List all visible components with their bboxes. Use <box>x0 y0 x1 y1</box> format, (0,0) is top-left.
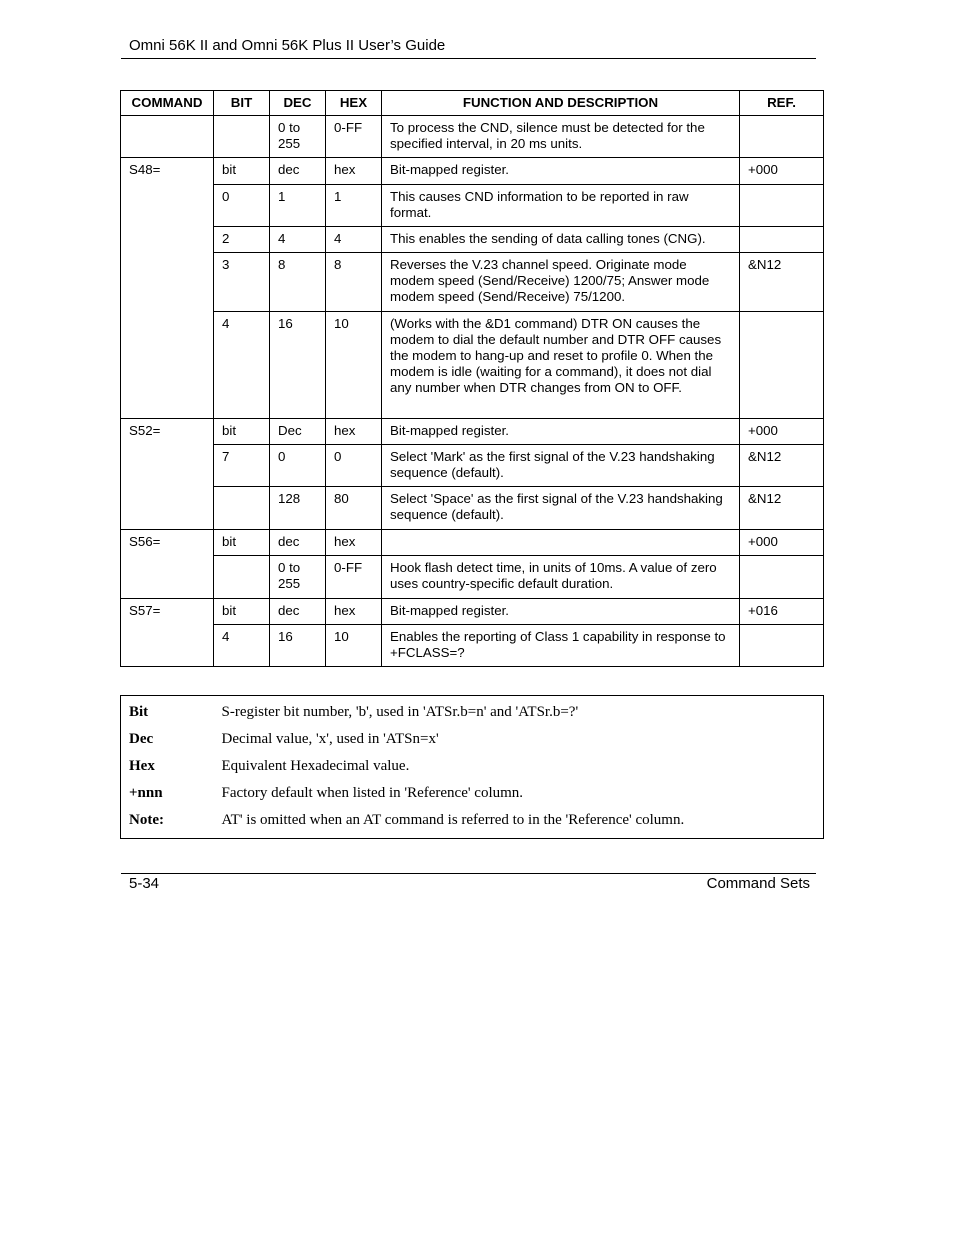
page-number: 5-34 <box>129 875 160 892</box>
legend-definition: Decimal value, 'x', used in 'ATSn=x' <box>221 731 439 747</box>
dec-cell: 8 <box>270 253 326 312</box>
bit-cell: 2 <box>214 227 270 253</box>
ref-cell: +000 <box>740 530 824 556</box>
description-cell: Bit-mapped register. <box>382 419 740 445</box>
page-header-title: Omni 56K II and Omni 56K Plus II User’s Guide <box>129 37 446 54</box>
command-cell <box>121 116 214 158</box>
table-row <box>121 253 824 312</box>
description-cell: This causes CND information to be reported in raw format. <box>382 185 740 227</box>
legend-row <box>121 753 824 780</box>
column-header-command: COMMAND <box>121 91 214 116</box>
ref-cell <box>740 116 824 158</box>
dec-cell: dec <box>270 530 326 556</box>
bit-cell <box>214 487 270 530</box>
footer-divider <box>121 873 816 874</box>
description-cell: Bit-mapped register. <box>382 158 740 185</box>
description-cell <box>382 530 740 556</box>
bit-cell: bit <box>214 158 270 185</box>
table-row <box>121 625 824 667</box>
hex-cell: 10 <box>326 625 382 667</box>
ref-cell <box>740 227 824 253</box>
legend-definition: S-register bit number, 'b', used in 'ATSr.b=n' and 'ATSr.b=?' <box>221 704 579 720</box>
legend-term: Bit <box>129 704 149 720</box>
header-divider <box>121 58 816 59</box>
command-cell-s56: S56= <box>121 530 214 599</box>
dec-cell: dec <box>270 158 326 185</box>
dec-cell: 16 <box>270 625 326 667</box>
ref-cell: &N12 <box>740 253 824 312</box>
description-cell: Reverses the V.23 channel speed. Originate mode modem speed (Send/Receive) 1200/75; Answer mode modem speed (Send/Receive) 75/1200. <box>382 253 740 312</box>
ref-cell <box>740 556 824 599</box>
table-row <box>121 419 824 445</box>
ref-cell: &N12 <box>740 445 824 487</box>
dec-cell: 0 <box>270 445 326 487</box>
hex-cell: hex <box>326 599 382 625</box>
legend-term: Dec <box>129 731 154 747</box>
ref-cell: +000 <box>740 158 824 185</box>
dec-cell: 128 <box>270 487 326 530</box>
dec-cell: 1 <box>270 185 326 227</box>
table-row <box>121 227 824 253</box>
bit-cell: 0 <box>214 185 270 227</box>
column-header-hex: HEX <box>326 91 382 116</box>
dec-cell: 16 <box>270 312 326 419</box>
legend-table <box>120 695 824 839</box>
ref-cell <box>740 625 824 667</box>
dec-cell: Dec <box>270 419 326 445</box>
dec-cell: dec <box>270 599 326 625</box>
legend-row <box>121 780 824 807</box>
description-cell: (Works with the &D1 command) DTR ON causes the modem to dial the default number and DTR OFF causes the modem to hang-up and reset to profile 0. When the modem is idle (waiting for a command), it does not dial any number when DTR changes from ON to OFF. <box>382 312 740 419</box>
dec-cell: 0 to 255 <box>270 556 326 599</box>
hex-cell: 1 <box>326 185 382 227</box>
column-header-bit: BIT <box>214 91 270 116</box>
ref-cell: +000 <box>740 419 824 445</box>
table-row <box>121 599 824 625</box>
command-cell-s57: S57= <box>121 599 214 667</box>
bit-cell: bit <box>214 419 270 445</box>
hex-cell: 0-FF <box>326 116 382 158</box>
hex-cell: hex <box>326 419 382 445</box>
bit-cell: bit <box>214 599 270 625</box>
bit-cell: bit <box>214 530 270 556</box>
ref-cell <box>740 185 824 227</box>
section-name: Command Sets <box>706 875 810 892</box>
dec-cell: 4 <box>270 227 326 253</box>
hex-cell: 10 <box>326 312 382 419</box>
legend-row <box>121 726 824 753</box>
legend-row <box>121 696 824 727</box>
description-cell: Hook flash detect time, in units of 10ms. A value of zero uses country-specific default duration. <box>382 556 740 599</box>
table-row <box>121 185 824 227</box>
hex-cell: hex <box>326 158 382 185</box>
table-row <box>121 312 824 419</box>
hex-cell: hex <box>326 530 382 556</box>
table-row <box>121 530 824 556</box>
table-row <box>121 116 824 158</box>
legend-definition: Equivalent Hexadecimal value. <box>221 758 410 774</box>
hex-cell: 4 <box>326 227 382 253</box>
description-cell: Enables the reporting of Class 1 capability in response to +FCLASS=? <box>382 625 740 667</box>
command-cell-s48: S48= <box>121 158 214 419</box>
command-table <box>120 90 824 667</box>
hex-cell: 0-FF <box>326 556 382 599</box>
table-row <box>121 556 824 599</box>
ref-cell <box>740 312 824 419</box>
legend-definition: AT' is omitted when an AT command is referred to in the 'Reference' column. <box>221 812 685 828</box>
hex-cell: 0 <box>326 445 382 487</box>
hex-cell: 80 <box>326 487 382 530</box>
column-header-ref: REF. <box>740 91 824 116</box>
legend-term: Hex <box>129 758 155 774</box>
bit-cell: 4 <box>214 625 270 667</box>
bit-cell: 4 <box>214 312 270 419</box>
description-cell: Bit-mapped register. <box>382 599 740 625</box>
column-header-dec: DEC <box>270 91 326 116</box>
legend-term: +nnn <box>129 785 163 801</box>
bit-cell <box>214 116 270 158</box>
column-header-description: FUNCTION AND DESCRIPTION <box>382 91 740 116</box>
table-row <box>121 445 824 487</box>
hex-cell: 8 <box>326 253 382 312</box>
table-header-row <box>121 91 824 116</box>
legend-row <box>121 807 824 839</box>
ref-cell: &N12 <box>740 487 824 530</box>
bit-cell: 3 <box>214 253 270 312</box>
legend-term: Note: <box>129 812 164 828</box>
description-cell: To process the CND, silence must be detected for the specified interval, in 20 ms units. <box>382 116 740 158</box>
bit-cell <box>214 556 270 599</box>
ref-cell: +016 <box>740 599 824 625</box>
table-row <box>121 158 824 185</box>
table-row <box>121 487 824 530</box>
description-cell: This enables the sending of data calling tones (CNG). <box>382 227 740 253</box>
legend-definition: Factory default when listed in 'Reference' column. <box>221 785 524 801</box>
description-cell: Select 'Space' as the first signal of the V.23 handshaking sequence (default). <box>382 487 740 530</box>
description-cell: Select 'Mark' as the first signal of the V.23 handshaking sequence (default). <box>382 445 740 487</box>
bit-cell: 7 <box>214 445 270 487</box>
dec-cell: 0 to 255 <box>270 116 326 158</box>
command-cell-s52: S52= <box>121 419 214 530</box>
